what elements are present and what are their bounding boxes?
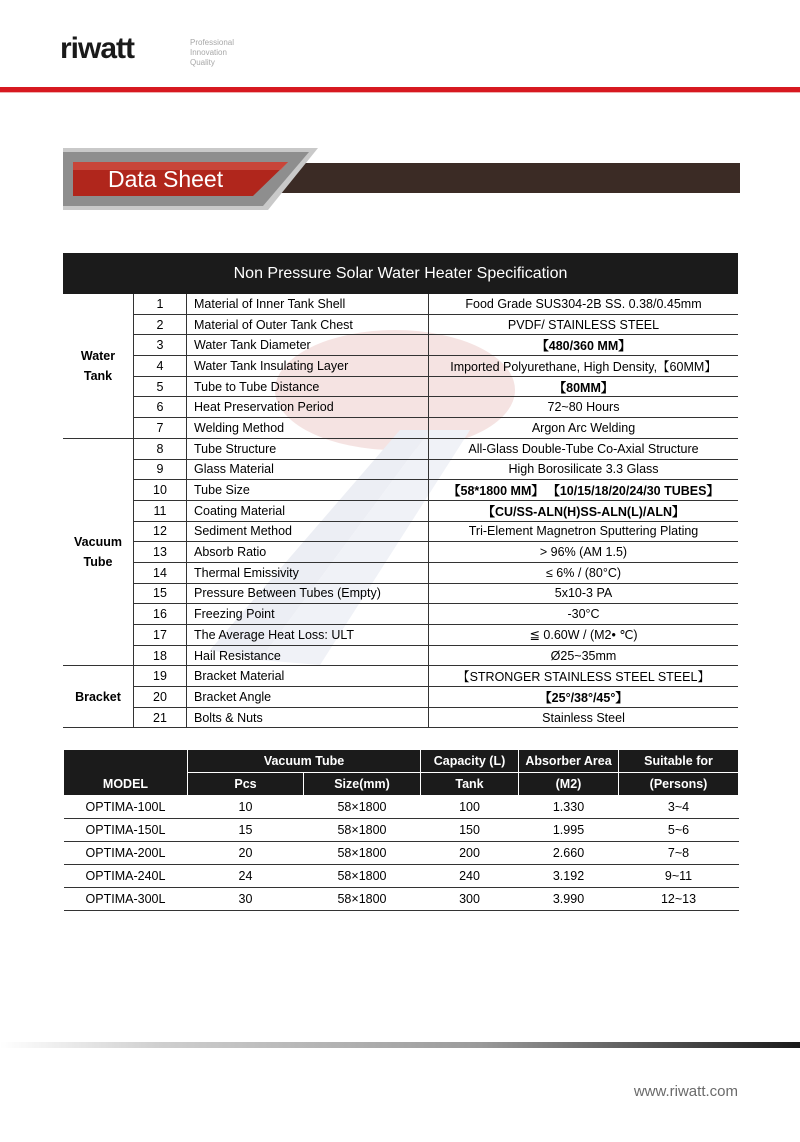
- row-item: Pressure Between Tubes (Empty): [187, 583, 429, 604]
- header-size: Size(mm): [304, 773, 421, 796]
- row-value: All-Glass Double-Tube Co-Axial Structure: [429, 438, 739, 459]
- row-number: 17: [134, 625, 187, 646]
- row-item: Tube to Tube Distance: [187, 376, 429, 397]
- row-value: 【STRONGER STAINLESS STEEL STEEL】: [429, 666, 739, 687]
- row-number: 20: [134, 687, 187, 708]
- row-value: ≦ 0.60W / (M2• ℃): [429, 625, 739, 646]
- row-number: 2: [134, 314, 187, 335]
- spec-grid: [63, 294, 738, 728]
- table-row: [63, 542, 738, 563]
- row-number: 9: [134, 459, 187, 480]
- table-row: [64, 888, 739, 911]
- row-item: Water Tank Diameter: [187, 335, 429, 356]
- row-item: Hail Resistance: [187, 645, 429, 666]
- row-item: Water Tank Insulating Layer: [187, 356, 429, 377]
- header-tank: Tank: [421, 773, 519, 796]
- table-row: [63, 376, 738, 397]
- row-number: 7: [134, 418, 187, 439]
- row-number: 1: [134, 294, 187, 314]
- row-number: 6: [134, 397, 187, 418]
- header-persons: (Persons): [619, 773, 739, 796]
- row-item: Tube Structure: [187, 438, 429, 459]
- row-value: High Borosilicate 3.3 Glass: [429, 459, 739, 480]
- group-water-tank: Water Tank: [63, 294, 134, 438]
- row-value: Ø25~35mm: [429, 645, 739, 666]
- row-number: 3: [134, 335, 187, 356]
- spec-title: Non Pressure Solar Water Heater Specification: [63, 253, 738, 294]
- table-row: [63, 645, 738, 666]
- cell-size: 58×1800: [304, 888, 421, 911]
- cell-persons: 9~11: [619, 865, 739, 888]
- row-value: 【CU/SS-ALN(H)SS-ALN(L)/ALN】: [429, 500, 739, 521]
- header-capacity: Capacity (L): [421, 750, 519, 773]
- table-row: [63, 521, 738, 542]
- cell-size: 58×1800: [304, 842, 421, 865]
- cell-model: OPTIMA-240L: [64, 865, 188, 888]
- value-text: Food Grade SUS304-2B SS. 0.38/0.45mm: [465, 296, 702, 311]
- row-number: 16: [134, 604, 187, 625]
- row-value: 5x10-3 PA: [429, 583, 739, 604]
- tagline-line: Professional: [190, 38, 235, 47]
- model-grid: [63, 749, 739, 911]
- row-item: Bracket Material: [187, 666, 429, 687]
- table-row: [63, 294, 738, 314]
- cell-persons: 7~8: [619, 842, 739, 865]
- row-item: Thermal Emissivity: [187, 562, 429, 583]
- row-value: 【25°/38°/45°】: [429, 687, 739, 708]
- cell-pcs: 15: [188, 819, 304, 842]
- table-row: [63, 707, 738, 728]
- footer-website: www.riwatt.com: [633, 1083, 738, 1100]
- row-value: [429, 294, 739, 314]
- row-value: > 96% (AM 1.5): [429, 542, 739, 563]
- cell-model: OPTIMA-150L: [64, 819, 188, 842]
- cell-tank: 300: [421, 888, 519, 911]
- cell-persons: 5~6: [619, 819, 739, 842]
- header-model: MODEL: [64, 750, 188, 796]
- cell-model: OPTIMA-300L: [64, 888, 188, 911]
- cell-area: 3.990: [519, 888, 619, 911]
- table-row: [64, 819, 739, 842]
- table-row: [63, 418, 738, 439]
- table-row: [63, 604, 738, 625]
- header-row: [64, 750, 739, 773]
- row-value: Argon Arc Welding: [429, 418, 739, 439]
- cell-size: 58×1800: [304, 819, 421, 842]
- spec-table: [63, 253, 738, 728]
- cell-pcs: 20: [188, 842, 304, 865]
- cell-tank: 150: [421, 819, 519, 842]
- row-value: PVDF/ STAINLESS STEEL: [429, 314, 739, 335]
- group-vacuum-tube: Vacuum Tube: [63, 438, 134, 666]
- row-item: Sediment Method: [187, 521, 429, 542]
- cell-pcs: 24: [188, 865, 304, 888]
- cell-area: 3.192: [519, 865, 619, 888]
- table-row: [63, 397, 738, 418]
- cell-tank: 240: [421, 865, 519, 888]
- table-row: [63, 480, 738, 501]
- table-row: [63, 625, 738, 646]
- row-number: 8: [134, 438, 187, 459]
- row-value: 72~80 Hours: [429, 397, 739, 418]
- tagline-line: Quality: [190, 58, 215, 67]
- header-absorber: Absorber Area: [519, 750, 619, 773]
- row-item: Bracket Angle: [187, 687, 429, 708]
- cell-tank: 100: [421, 796, 519, 819]
- row-number: 13: [134, 542, 187, 563]
- section-bar: [275, 163, 740, 193]
- brand-tagline: [190, 38, 234, 68]
- row-value: 【58*1800 MM】 【10/15/18/20/24/30 TUBES】: [429, 480, 739, 501]
- row-number: 18: [134, 645, 187, 666]
- row-value: 【80MM】: [429, 376, 739, 397]
- header-vacuum-tube: Vacuum Tube: [188, 750, 421, 773]
- row-item: Freezing Point: [187, 604, 429, 625]
- cell-pcs: 30: [188, 888, 304, 911]
- cell-pcs: 10: [188, 796, 304, 819]
- row-number: 4: [134, 356, 187, 377]
- table-row: [63, 687, 738, 708]
- row-item: The Average Heat Loss: ULT: [187, 625, 429, 646]
- cell-area: 1.995: [519, 819, 619, 842]
- cell-persons: 12~13: [619, 888, 739, 911]
- table-row: [63, 583, 738, 604]
- row-item: Material of Outer Tank Chest: [187, 314, 429, 335]
- cell-area: 2.660: [519, 842, 619, 865]
- section-title: Data Sheet: [108, 166, 224, 192]
- row-number: 12: [134, 521, 187, 542]
- table-row: [63, 314, 738, 335]
- table-row: [63, 438, 738, 459]
- table-row: [63, 500, 738, 521]
- brand-logo: riwatt: [60, 32, 135, 65]
- row-number: 11: [134, 500, 187, 521]
- cell-persons: 3~4: [619, 796, 739, 819]
- cell-size: 58×1800: [304, 865, 421, 888]
- cell-size: 58×1800: [304, 796, 421, 819]
- cell-area: 1.330: [519, 796, 619, 819]
- row-number: 19: [134, 666, 187, 687]
- row-item: Material of Inner Tank Shell: [187, 294, 429, 314]
- row-value: -30°C: [429, 604, 739, 625]
- table-row: [64, 865, 739, 888]
- row-value: 【480/360 MM】: [429, 335, 739, 356]
- table-row: [63, 335, 738, 356]
- row-item: Welding Method: [187, 418, 429, 439]
- cell-tank: 200: [421, 842, 519, 865]
- row-number: 21: [134, 707, 187, 728]
- row-number: 15: [134, 583, 187, 604]
- table-row: [64, 842, 739, 865]
- row-item: Coating Material: [187, 500, 429, 521]
- header-m2: (M2): [519, 773, 619, 796]
- header-suitable: Suitable for: [619, 750, 739, 773]
- row-item: Bolts & Nuts: [187, 707, 429, 728]
- header-pcs: Pcs: [188, 773, 304, 796]
- group-bracket: Bracket: [63, 666, 134, 728]
- cell-model: OPTIMA-200L: [64, 842, 188, 865]
- model-table: [63, 749, 738, 911]
- table-row: [63, 459, 738, 480]
- row-item: Tube Size: [187, 480, 429, 501]
- row-number: 14: [134, 562, 187, 583]
- table-row: [63, 356, 738, 377]
- row-item: Absorb Ratio: [187, 542, 429, 563]
- row-number: 10: [134, 480, 187, 501]
- row-value: Tri-Element Magnetron Sputtering Plating: [429, 521, 739, 542]
- row-item: Heat Preservation Period: [187, 397, 429, 418]
- table-row: [64, 796, 739, 819]
- cell-model: OPTIMA-100L: [64, 796, 188, 819]
- row-value: ≤ 6% / (80°C): [429, 562, 739, 583]
- row-item: Glass Material: [187, 459, 429, 480]
- footer-divider: [0, 1042, 800, 1048]
- row-value: Stainless Steel: [429, 707, 739, 728]
- table-row: [63, 562, 738, 583]
- row-value: Imported Polyurethane, High Density,【60MM】: [429, 356, 739, 377]
- header-divider-shadow: [0, 92, 800, 93]
- table-row: [63, 666, 738, 687]
- row-number: 5: [134, 376, 187, 397]
- tagline-line: Innovation: [190, 48, 227, 57]
